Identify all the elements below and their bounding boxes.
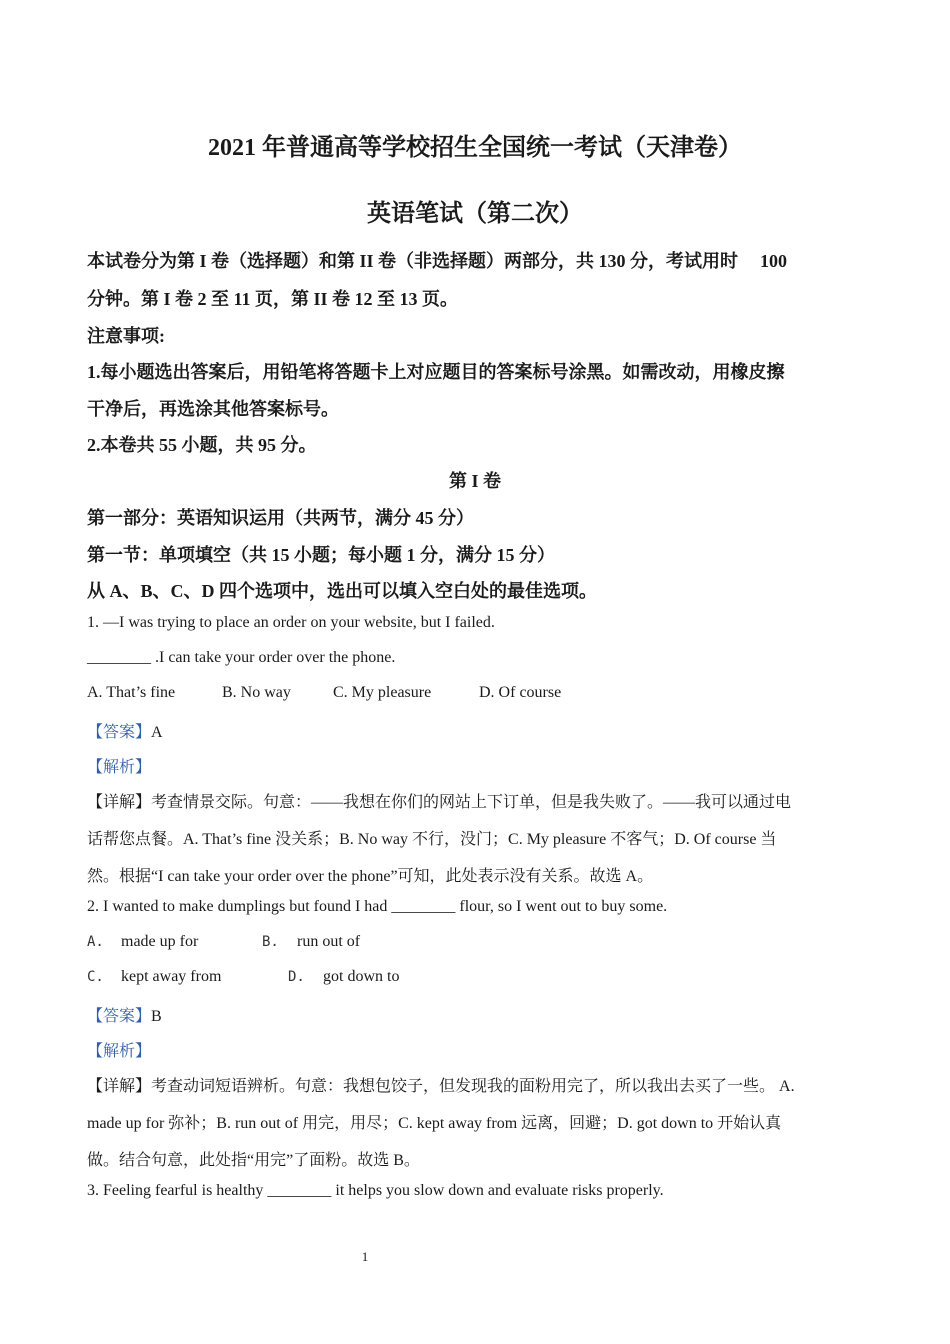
q1-option-a: A. That’s fine — [87, 684, 176, 701]
q2-answer — [87, 1003, 162, 1026]
answer-tag: 【答案】 — [87, 724, 152, 741]
q2-option-d: got down to — [323, 968, 400, 985]
detail-tag: 【详解】 — [87, 1078, 152, 1095]
q2-option-c: kept away from — [121, 968, 222, 985]
notice-1-line-1: 1.每小题选出答案后，用铅笔将答题卡上对应题目的答案标号涂黑。如需改动，用橡皮擦 — [87, 362, 785, 382]
q2-stem: 2. I wanted to make dumplings but found I had ________ flour, so I went out to buy some. — [87, 898, 668, 915]
notice-1-line-2: 干净后，再选涂其他答案标号。 — [87, 399, 339, 419]
detail-text: 考查动词短语辨析。句意：我想包饺子，但发现我的面粉用完了，所以我出去买了一些。 A. — [151, 1078, 795, 1095]
q2-detail-line-3: 做。结合句意，此处指“用完”了面粉。故选 B。 — [87, 1152, 420, 1169]
q2-option-a: made up for — [121, 933, 199, 950]
page-number: 1 — [361, 1249, 369, 1264]
q1-analysis-tag: 【解析】 — [87, 759, 152, 776]
answer-value: A — [151, 724, 163, 741]
notice-heading: 注意事项: — [87, 326, 165, 346]
subsection-heading: 第一节：单项填空（共 15 小题；每小题 1 分，满分 15 分） — [87, 545, 555, 565]
q1-detail-line-2: 话帮您点餐。A. That’s fine 没关系；B. No way 不行，没门；C. My pleasure 不客气；D. Of course 当 — [87, 831, 777, 848]
q2-option-b: run out of — [297, 933, 361, 950]
q1-option-d: D. Of course — [479, 684, 562, 701]
q2-label-c: C. — [87, 969, 104, 985]
q1-answer — [87, 719, 163, 742]
intro-line-1 — [87, 247, 787, 273]
detail-tag: 【详解】 — [87, 794, 152, 811]
q1-stem-line-1: 1. —I was trying to place an order on your website, but I failed. — [87, 614, 495, 631]
intro-duration: 100 — [760, 251, 788, 271]
q2-detail-line-1 — [87, 1073, 795, 1096]
part-heading: 第一部分：英语知识运用（共两节，满分 45 分） — [87, 508, 474, 528]
q1-option-c: C. My pleasure — [333, 684, 432, 701]
notice-2: 2.本卷共 55 小题，共 95 分。 — [87, 435, 317, 455]
intro-text: 本试卷分为第 I 卷（选择题）和第 II 卷（非选择题）两部分，共 130 分，考试用时 — [87, 251, 739, 271]
detail-text: 考查情景交际。句意：——我想在你们的网站上下订单，但是我失败了。——我可以通过电 — [151, 794, 792, 811]
answer-value: B — [151, 1008, 162, 1025]
document-title: 2021 年普通高等学校招生全国统一考试（天津卷） — [208, 135, 742, 161]
q2-label-d: D. — [288, 969, 305, 985]
q1-option-b: B. No way — [222, 684, 291, 701]
document-subtitle: 英语笔试（第二次） — [367, 201, 583, 227]
q2-detail-line-2: made up for 弥补；B. run out of 用完，用尽；C. kept away from 远离，回避；D. got down to 开始认真 — [87, 1115, 782, 1132]
intro-line-2: 分钟。第 I 卷 2 至 11 页，第 II 卷 12 至 13 页。 — [87, 289, 459, 309]
q2-analysis-tag: 【解析】 — [87, 1043, 152, 1060]
q1-detail-line-1 — [87, 789, 791, 812]
q1-stem-line-2: ________ .I can take your order over the phone. — [87, 649, 396, 666]
q1-detail-line-3: 然。根据“I can take your order over the phone”可知，此处表示没有关系。故选 A。 — [87, 868, 654, 885]
q2-label-a: A. — [87, 934, 104, 950]
answer-tag: 【答案】 — [87, 1008, 152, 1025]
q3-stem: 3. Feeling fearful is healthy ________ it helps you slow down and evaluate risks properly. — [87, 1182, 664, 1199]
volume-heading: 第 I 卷 — [448, 471, 501, 491]
q2-label-b: B. — [262, 934, 279, 950]
instruction: 从 A、B、C、D 四个选项中，选出可以填入空白处的最佳选项。 — [87, 581, 598, 601]
